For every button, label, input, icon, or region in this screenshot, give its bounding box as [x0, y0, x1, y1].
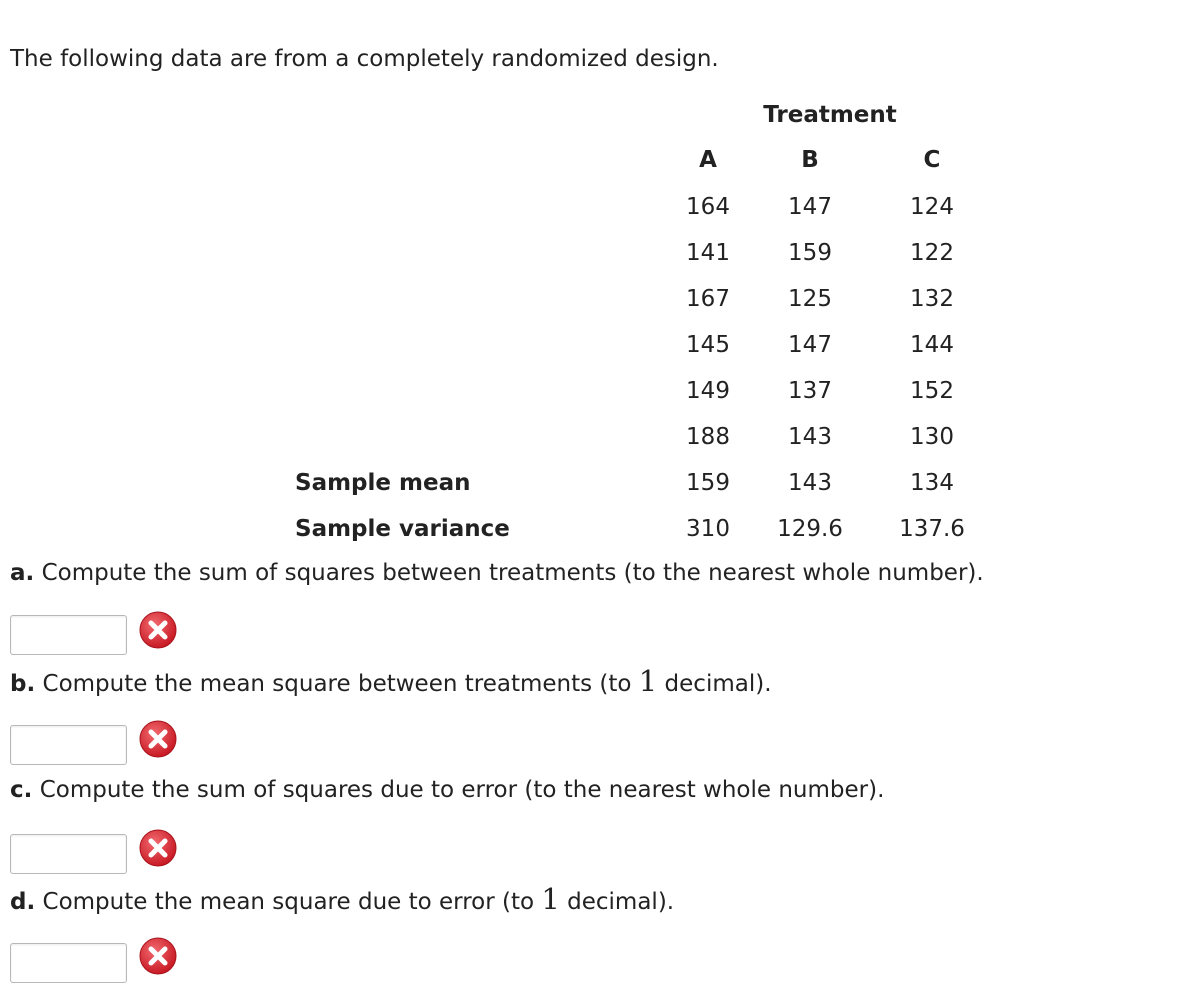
question-c: [10, 774, 884, 806]
wrong-icon: [138, 828, 178, 868]
question-letter: a.: [10, 560, 35, 586]
question-letter: b.: [10, 671, 36, 697]
table-cell: 164: [686, 194, 730, 220]
column-header-c: C: [923, 147, 941, 173]
table-cell: 132: [910, 286, 954, 312]
question-text-pre: Compute the mean square between treatments (to: [42, 671, 639, 697]
table-cell: 147: [788, 194, 832, 220]
table-cell: 143: [788, 424, 832, 450]
table-cell: 122: [910, 240, 954, 266]
sample-mean-a: 159: [686, 470, 730, 496]
table-cell: 145: [686, 332, 730, 358]
answer-input-c[interactable]: [10, 834, 127, 874]
decimal-count: 1: [541, 882, 560, 916]
question-text-post: decimal).: [657, 671, 772, 697]
table-cell: 152: [910, 378, 954, 404]
sample-variance-c: 137.6: [899, 516, 965, 542]
sample-variance-a: 310: [686, 516, 730, 542]
decimal-count: 1: [638, 664, 658, 698]
column-header-b: B: [801, 147, 819, 173]
question-d: [10, 883, 674, 918]
question-text-pre: Compute the mean square due to error (to: [42, 889, 542, 915]
wrong-icon: [138, 719, 178, 759]
wrong-icon: [138, 610, 178, 650]
question-b: [10, 665, 772, 700]
table-cell: 188: [686, 424, 730, 450]
table-cell: 130: [910, 424, 954, 450]
sample-mean-c: 134: [910, 470, 954, 496]
treatment-heading: Treatment: [763, 102, 897, 128]
table-cell: 167: [686, 286, 730, 312]
question-text: Compute the sum of squares due to error (to the nearest whole number).: [39, 777, 885, 803]
table-cell: 137: [788, 378, 832, 404]
question-text-post: decimal).: [559, 889, 675, 915]
intro-text: The following data are from a completely randomized design.: [10, 46, 719, 72]
question-letter: d.: [10, 889, 36, 915]
table-cell: 147: [788, 332, 832, 358]
table-cell: 159: [788, 240, 832, 266]
sample-variance-label: Sample variance: [295, 516, 510, 542]
table-cell: 124: [910, 194, 954, 220]
sample-mean-b: 143: [788, 470, 832, 496]
wrong-icon: [138, 936, 178, 976]
sample-variance-b: 129.6: [777, 516, 843, 542]
table-cell: 149: [686, 378, 730, 404]
question-letter: c.: [10, 777, 33, 803]
table-cell: 144: [910, 332, 954, 358]
answer-input-a[interactable]: [10, 615, 127, 655]
question-text: Compute the sum of squares between treatments (to the nearest whole number).: [41, 560, 984, 586]
column-header-a: A: [699, 147, 717, 173]
answer-input-d[interactable]: [10, 943, 127, 983]
question-a: [10, 557, 984, 589]
table-cell: 141: [686, 240, 730, 266]
sample-mean-label: Sample mean: [295, 470, 471, 496]
table-cell: 125: [788, 286, 832, 312]
answer-input-b[interactable]: [10, 725, 127, 765]
